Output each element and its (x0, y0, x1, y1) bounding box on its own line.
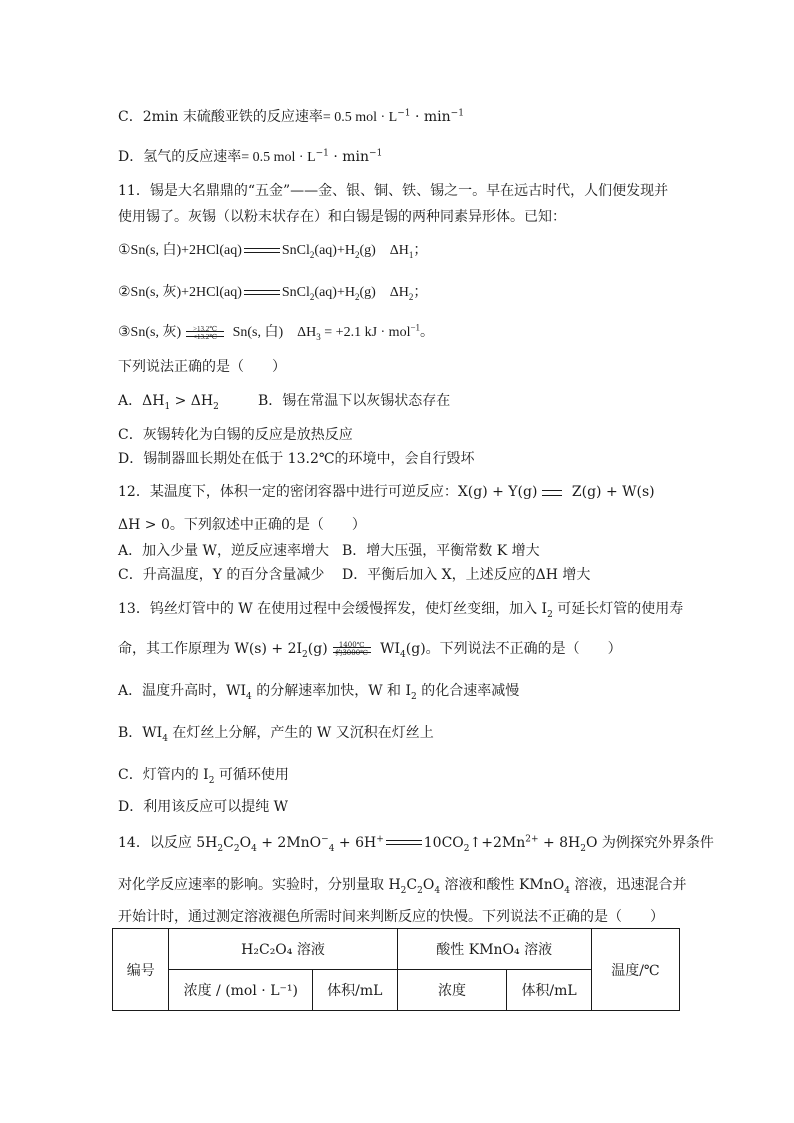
q11-stem-line1: 11．锡是大名鼎鼎的“五金”——金、银、铜、铁、锡之一。早在远古时代，人们便发现并 (118, 183, 669, 199)
q12-option-c: C．升高温度，Y 的百分含量减少 (118, 567, 325, 583)
q11-option-c: C．灰锡转化为白锡的反应是放热反应 (118, 427, 353, 443)
equals-arrow (244, 288, 280, 298)
subscript: 2 (580, 843, 586, 854)
subscript: 2 (217, 843, 224, 854)
subscript: 2 (302, 649, 308, 660)
stem-text: + 6H (334, 835, 377, 851)
stem-text: 12．某温度下，体积一定的密闭容器中进行可逆反应：X(g) + Y(g) (118, 484, 538, 500)
q12-stem-line1 (118, 483, 655, 501)
eq-text: ； (413, 243, 428, 258)
subscript: 2 (309, 249, 315, 260)
condition-bottom: <13.2℃ (193, 333, 218, 341)
stem-text: 10CO (423, 835, 464, 851)
q13-option-a (118, 682, 519, 700)
stem-text: Z(g) + W(s) (567, 484, 655, 500)
eq-text: ②Sn(s, 灰)+2HCl(aq) (118, 285, 242, 300)
q11-equation-1 (118, 242, 427, 260)
subscript: 2 (417, 885, 423, 896)
q13-option-d: D．利用该反应可以提纯 W (118, 799, 289, 815)
unit: min (423, 109, 451, 125)
stem-text: O (422, 877, 435, 893)
q13-option-c (118, 766, 289, 784)
q12-option-a: A．加入少量 W，逆反应速率增大 (118, 543, 329, 559)
eq-text: ①Sn(s, 白)+2HCl(aq) (118, 243, 242, 258)
experiment-table (112, 928, 680, 1011)
superscript: −1 (369, 148, 383, 159)
header-temp: 温度/℃ (591, 929, 679, 1011)
stem-text: (g)。下列说法不正确的是（ ） (405, 641, 622, 657)
option-d-q10: D．氢气的反应速率= 0.5 mol · $L^{-1} \cdot \min^{-1}$ (118, 148, 383, 165)
superscript: −1 (315, 148, 329, 159)
eq-text: 。 (420, 325, 435, 341)
superscript: −1 (410, 322, 421, 333)
q12-stem-line2: ΔH > 0。下列叙述中正确的是（ ） (118, 517, 366, 533)
subscript: 1 (408, 249, 414, 260)
stem-text: O (239, 835, 252, 851)
q11-stem-line2: 使用锡了。灰锡（以粉末状存在）和白锡是锡的两种同素异形体。已知： (118, 209, 566, 225)
option-text: D．氢气的反应速率 (118, 149, 242, 165)
q12-option-d: D．平衡后加入 X，上述反应的ΔH 增大 (342, 567, 591, 583)
option-text: 的分解速率加快，W 和 I (251, 683, 412, 699)
eq-text: ③Sn(s, 灰) (118, 325, 182, 341)
subscript: 4 (328, 843, 335, 854)
superscript: − (321, 834, 329, 845)
q11-equation-3: ③Sn(s, 灰) >13.2℃ <13.2℃ Sn(s, 白) $\Delta H_3 = +2.1$ kJ · mol$^{-1}$。 (118, 324, 434, 342)
stem-text: 14．以反应 5H (118, 835, 218, 851)
q14-stem-line2 (118, 876, 686, 894)
rate-value: = 0.5 mol · L (322, 110, 398, 125)
header-kmno4: 酸性 KMnO₄ 溶液 (397, 929, 591, 970)
eq-text: (g) ΔH (359, 285, 409, 300)
subscript: 2 (547, 609, 553, 620)
reversible-arrow-icon (540, 483, 564, 501)
subheader-vol-k: 体积/mL (507, 970, 591, 1011)
stem-text: 命，其工作原理为 W(s) + 2I (118, 641, 303, 657)
q13-stem-line1 (118, 600, 683, 618)
subscript: 2 (463, 843, 470, 854)
eq-text: SnCl (281, 285, 310, 300)
option-text: C．2min 末硫酸亚铁的反应速率 (118, 109, 323, 125)
stem-text: 溶液和酸性 KMnO (440, 877, 565, 893)
stem-text: (g) (307, 641, 328, 657)
stem-text: O 为例探究外界条件 (586, 835, 714, 851)
eq-text: Sn(s, 白) ΔH (229, 325, 317, 341)
subscript: 2 (208, 775, 215, 786)
subscript: 2 (213, 401, 219, 412)
stem-text: 对化学反应速率的影响。实验时，分别量取 H (118, 877, 401, 893)
stem-text: 溶液，迅速混合并 (570, 877, 687, 893)
option-text: 可循环使用 (214, 767, 289, 783)
eq-text: ； (413, 285, 428, 300)
eq-text: SnCl (281, 243, 310, 258)
superscript: −1 (450, 108, 464, 119)
q11-equation-2 (118, 284, 427, 302)
option-text: 的化合速率减慢 (416, 683, 520, 699)
superscript: + (376, 834, 384, 845)
q14-stem-line1 (118, 834, 714, 852)
reversible-arrow-icon (331, 640, 373, 658)
option-text: 在灯丝上分解，产生的 W 又沉积在灯丝上 (167, 725, 434, 741)
option-c-q10: C．2min 末硫酸亚铁的反应速率= 0.5 mol · $L^{-1} \cdot \min^{-1}$ (118, 108, 464, 125)
subscript: 4 (246, 691, 252, 702)
q11-option-d: D．锡制器皿长期处在低于 13.2℃的环境中，会自行毁坏 (118, 451, 475, 467)
q11-option-b: B．锡在常温下以灰锡状态存在 (258, 393, 451, 409)
unit: min (342, 149, 370, 165)
header-id: 编号 (113, 929, 169, 1011)
superscript: 2+ (525, 834, 539, 845)
subscript: 4 (251, 843, 257, 854)
condition-top: >13.2℃ (193, 325, 218, 333)
stem-text: 13．钨丝灯管中的 W 在使用过程中会缓慢挥发，使灯丝变细，加入 I (118, 601, 548, 617)
subheader-conc-h: 浓度 / (mol · L⁻¹) (169, 970, 313, 1011)
subscript: 2 (408, 291, 414, 302)
q11-question: 下列说法正确的是（ ） (118, 359, 286, 375)
subscript: 2 (309, 291, 315, 302)
subheader-conc-k: 浓度 (397, 970, 507, 1011)
subscript: 2 (233, 843, 240, 854)
eq-text: = +2.1 kJ · mol (320, 325, 411, 341)
superscript: −1 (397, 108, 411, 119)
subscript: 2 (354, 249, 360, 260)
subscript: 4 (564, 885, 571, 896)
option-text: A．ΔH (118, 393, 165, 409)
equals-arrow (244, 246, 280, 256)
subscript: 1 (164, 401, 171, 412)
rate-value: = 0.5 mol · L (241, 150, 316, 165)
q13-option-b (118, 724, 434, 742)
option-text: > ΔH (170, 393, 214, 409)
stem-text: C (223, 835, 234, 851)
subscript: 4 (400, 649, 406, 660)
header-h2c2o4: H₂C₂O₄ 溶液 (169, 929, 397, 970)
subheader-vol-h: 体积/mL (313, 970, 397, 1011)
stem-text: 可延长灯管的使用寿 (552, 601, 684, 617)
subscript: 2 (400, 885, 407, 896)
stem-text: + 8H (538, 835, 581, 851)
option-text: A．温度升高时，WI (118, 683, 247, 699)
eq-text: (aq)+H (314, 285, 355, 300)
eq-text: (aq)+H (314, 243, 355, 258)
subscript: 4 (162, 733, 168, 744)
reversible-arrow-icon (184, 324, 226, 342)
subscript: 2 (411, 691, 417, 702)
q11-option-a (118, 392, 219, 410)
option-text: B．WI (118, 725, 163, 741)
stem-text: + 2MnO (256, 835, 322, 851)
subscript: 2 (354, 291, 360, 302)
eq-text: (g) ΔH (359, 243, 409, 258)
condition-bottom: 约3000℃ (335, 649, 368, 657)
condition-top: 1400℃ (338, 641, 365, 649)
stem-text: ↑+2Mn (469, 835, 526, 851)
q12-option-b: B．增大压强，平衡常数 K 增大 (342, 543, 540, 559)
subscript: 4 (434, 885, 441, 896)
q13-stem-line2 (118, 640, 622, 658)
stem-text: C (406, 877, 418, 893)
q14-stem-line3: 开始计时，通过测定溶液褪色所需时间来判断反应的快慢。下列说法不正确的是（ ） (118, 909, 664, 925)
option-text: C．灯管内的 I (118, 767, 209, 783)
equals-arrow (386, 838, 422, 848)
stem-text: WI (375, 641, 401, 657)
